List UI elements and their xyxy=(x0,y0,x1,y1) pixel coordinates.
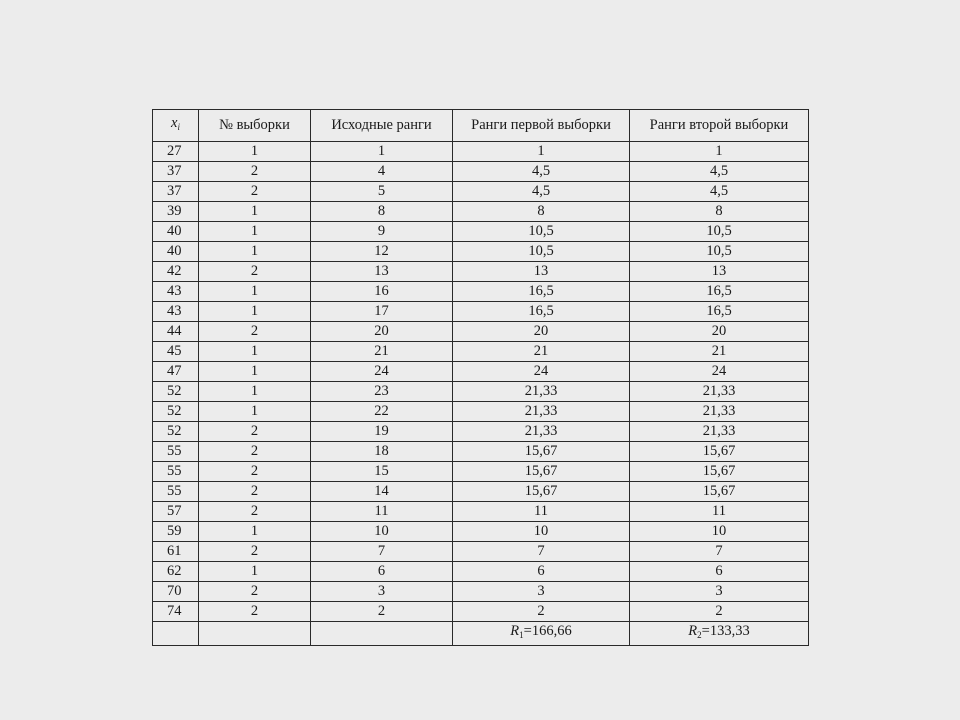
cell-xi: 52 xyxy=(153,382,199,402)
cell-rank-first: 15,67 xyxy=(453,442,630,462)
cell-initial-rank: 3 xyxy=(311,582,453,602)
cell-xi: 47 xyxy=(153,362,199,382)
table-row xyxy=(153,462,809,482)
cell-initial-rank: 7 xyxy=(311,542,453,562)
cell-sample-number: 2 xyxy=(199,322,311,342)
table-row xyxy=(153,382,809,402)
cell-initial-rank: 21 xyxy=(311,342,453,362)
cell-rank-first: 4,5 xyxy=(453,182,630,202)
cell-sample-number: 2 xyxy=(199,542,311,562)
table-row xyxy=(153,442,809,462)
table-row xyxy=(153,342,809,362)
table-row xyxy=(153,322,809,342)
cell-sample-number: 1 xyxy=(199,362,311,382)
cell-rank-first: 11 xyxy=(453,502,630,522)
cell-rank-first: 21,33 xyxy=(453,422,630,442)
table-row xyxy=(153,262,809,282)
cell-rank-first: 7 xyxy=(453,542,630,562)
cell-rank-second: 4,5 xyxy=(630,162,809,182)
rank-table xyxy=(152,109,809,646)
cell-sample-number: 1 xyxy=(199,222,311,242)
cell-xi: 37 xyxy=(153,182,199,202)
table-row xyxy=(153,602,809,622)
cell-sample-number: 2 xyxy=(199,462,311,482)
rank-sum-first: $R_1=166,66$ xyxy=(453,622,630,646)
cell-sample-number: 1 xyxy=(199,342,311,362)
cell-sample-number: 2 xyxy=(199,162,311,182)
table-row xyxy=(153,182,809,202)
cell-rank-second: 2 xyxy=(630,602,809,622)
cell-xi: 61 xyxy=(153,542,199,562)
cell-rank-first: 21,33 xyxy=(453,382,630,402)
cell-rank-second: 15,67 xyxy=(630,482,809,502)
cell-sample-number: 2 xyxy=(199,182,311,202)
cell-rank-second: 10,5 xyxy=(630,222,809,242)
cell-xi: 52 xyxy=(153,422,199,442)
cell-initial-rank: 13 xyxy=(311,262,453,282)
cell-xi: 59 xyxy=(153,522,199,542)
cell-rank-first: 15,67 xyxy=(453,462,630,482)
cell-xi: 62 xyxy=(153,562,199,582)
cell-rank-second: 4,5 xyxy=(630,182,809,202)
table-row xyxy=(153,402,809,422)
cell-sample-number: 1 xyxy=(199,282,311,302)
cell-rank-second: 13 xyxy=(630,262,809,282)
cell-sample-number: 1 xyxy=(199,202,311,222)
cell-sample-number: 1 xyxy=(199,562,311,582)
cell-sample-number: 1 xyxy=(199,522,311,542)
cell-rank-first: 16,5 xyxy=(453,302,630,322)
cell-rank-first: 13 xyxy=(453,262,630,282)
table-row xyxy=(153,302,809,322)
table-row xyxy=(153,282,809,302)
header-ranks-second-sample: Ранги второй выборки xyxy=(630,110,809,142)
cell-initial-rank: 2 xyxy=(311,602,453,622)
table-row xyxy=(153,242,809,262)
cell-xi: 55 xyxy=(153,442,199,462)
totals-empty-cell xyxy=(153,622,199,646)
cell-initial-rank: 10 xyxy=(311,522,453,542)
table-row xyxy=(153,562,809,582)
cell-xi: 44 xyxy=(153,322,199,342)
cell-initial-rank: 19 xyxy=(311,422,453,442)
table-row xyxy=(153,162,809,182)
cell-initial-rank: 18 xyxy=(311,442,453,462)
cell-initial-rank: 14 xyxy=(311,482,453,502)
cell-initial-rank: 11 xyxy=(311,502,453,522)
cell-rank-first: 1 xyxy=(453,142,630,162)
cell-xi: 27 xyxy=(153,142,199,162)
cell-xi: 37 xyxy=(153,162,199,182)
cell-sample-number: 2 xyxy=(199,422,311,442)
cell-initial-rank: 5 xyxy=(311,182,453,202)
table-row xyxy=(153,522,809,542)
cell-xi: 70 xyxy=(153,582,199,602)
totals-row xyxy=(153,622,809,646)
cell-sample-number: 1 xyxy=(199,382,311,402)
cell-rank-first: 24 xyxy=(453,362,630,382)
header-initial-ranks: Исходные ранги xyxy=(311,110,453,142)
cell-xi: 55 xyxy=(153,462,199,482)
cell-rank-first: 20 xyxy=(453,322,630,342)
totals-empty-cell xyxy=(311,622,453,646)
cell-rank-second: 8 xyxy=(630,202,809,222)
cell-rank-first: 21 xyxy=(453,342,630,362)
cell-sample-number: 2 xyxy=(199,502,311,522)
cell-rank-first: 2 xyxy=(453,602,630,622)
cell-rank-first: 15,67 xyxy=(453,482,630,502)
cell-xi: 74 xyxy=(153,602,199,622)
cell-initial-rank: 6 xyxy=(311,562,453,582)
table-row xyxy=(153,482,809,502)
cell-initial-rank: 20 xyxy=(311,322,453,342)
cell-rank-second: 15,67 xyxy=(630,462,809,482)
cell-rank-first: 10,5 xyxy=(453,222,630,242)
cell-initial-rank: 23 xyxy=(311,382,453,402)
header-sample-number: № выборки xyxy=(199,110,311,142)
rank-sum-second: $R_2=133,33$ xyxy=(630,622,809,646)
cell-xi: 45 xyxy=(153,342,199,362)
cell-initial-rank: 8 xyxy=(311,202,453,222)
cell-rank-second: 21,33 xyxy=(630,402,809,422)
cell-rank-first: 21,33 xyxy=(453,402,630,422)
cell-rank-second: 10,5 xyxy=(630,242,809,262)
table-row xyxy=(153,542,809,562)
table-row xyxy=(153,362,809,382)
cell-rank-second: 24 xyxy=(630,362,809,382)
cell-rank-second: 21,33 xyxy=(630,422,809,442)
cell-xi: 55 xyxy=(153,482,199,502)
cell-sample-number: 1 xyxy=(199,402,311,422)
cell-rank-second: 16,5 xyxy=(630,282,809,302)
cell-xi: 40 xyxy=(153,242,199,262)
cell-initial-rank: 17 xyxy=(311,302,453,322)
cell-initial-rank: 12 xyxy=(311,242,453,262)
cell-rank-second: 21,33 xyxy=(630,382,809,402)
table-body xyxy=(153,142,809,622)
cell-sample-number: 2 xyxy=(199,602,311,622)
cell-sample-number: 2 xyxy=(199,482,311,502)
table-row xyxy=(153,502,809,522)
header-ranks-first-sample: Ранги первой выборки xyxy=(453,110,630,142)
cell-initial-rank: 4 xyxy=(311,162,453,182)
table-row xyxy=(153,142,809,162)
cell-rank-first: 16,5 xyxy=(453,282,630,302)
cell-initial-rank: 22 xyxy=(311,402,453,422)
cell-rank-second: 16,5 xyxy=(630,302,809,322)
cell-rank-second: 11 xyxy=(630,502,809,522)
cell-rank-second: 15,67 xyxy=(630,442,809,462)
cell-xi: 42 xyxy=(153,262,199,282)
cell-initial-rank: 9 xyxy=(311,222,453,242)
cell-rank-second: 20 xyxy=(630,322,809,342)
cell-rank-first: 8 xyxy=(453,202,630,222)
cell-xi: 39 xyxy=(153,202,199,222)
cell-xi: 52 xyxy=(153,402,199,422)
cell-sample-number: 1 xyxy=(199,142,311,162)
cell-initial-rank: 15 xyxy=(311,462,453,482)
cell-sample-number: 1 xyxy=(199,242,311,262)
cell-xi: 40 xyxy=(153,222,199,242)
cell-sample-number: 1 xyxy=(199,302,311,322)
cell-rank-first: 10 xyxy=(453,522,630,542)
table-row xyxy=(153,582,809,602)
cell-rank-first: 4,5 xyxy=(453,162,630,182)
header-xi: $x_i$ xyxy=(153,110,199,142)
cell-initial-rank: 16 xyxy=(311,282,453,302)
table-row xyxy=(153,202,809,222)
cell-sample-number: 2 xyxy=(199,262,311,282)
cell-rank-second: 7 xyxy=(630,542,809,562)
cell-rank-second: 1 xyxy=(630,142,809,162)
cell-xi: 57 xyxy=(153,502,199,522)
table-row xyxy=(153,222,809,242)
cell-xi: 43 xyxy=(153,302,199,322)
cell-sample-number: 2 xyxy=(199,582,311,602)
totals-empty-cell xyxy=(199,622,311,646)
cell-rank-second: 21 xyxy=(630,342,809,362)
cell-rank-second: 10 xyxy=(630,522,809,542)
header-row xyxy=(153,110,809,142)
cell-rank-second: 6 xyxy=(630,562,809,582)
cell-sample-number: 2 xyxy=(199,442,311,462)
cell-rank-first: 10,5 xyxy=(453,242,630,262)
cell-rank-first: 3 xyxy=(453,582,630,602)
cell-xi: 43 xyxy=(153,282,199,302)
cell-initial-rank: 24 xyxy=(311,362,453,382)
cell-rank-second: 3 xyxy=(630,582,809,602)
table-row xyxy=(153,422,809,442)
cell-rank-first: 6 xyxy=(453,562,630,582)
cell-initial-rank: 1 xyxy=(311,142,453,162)
